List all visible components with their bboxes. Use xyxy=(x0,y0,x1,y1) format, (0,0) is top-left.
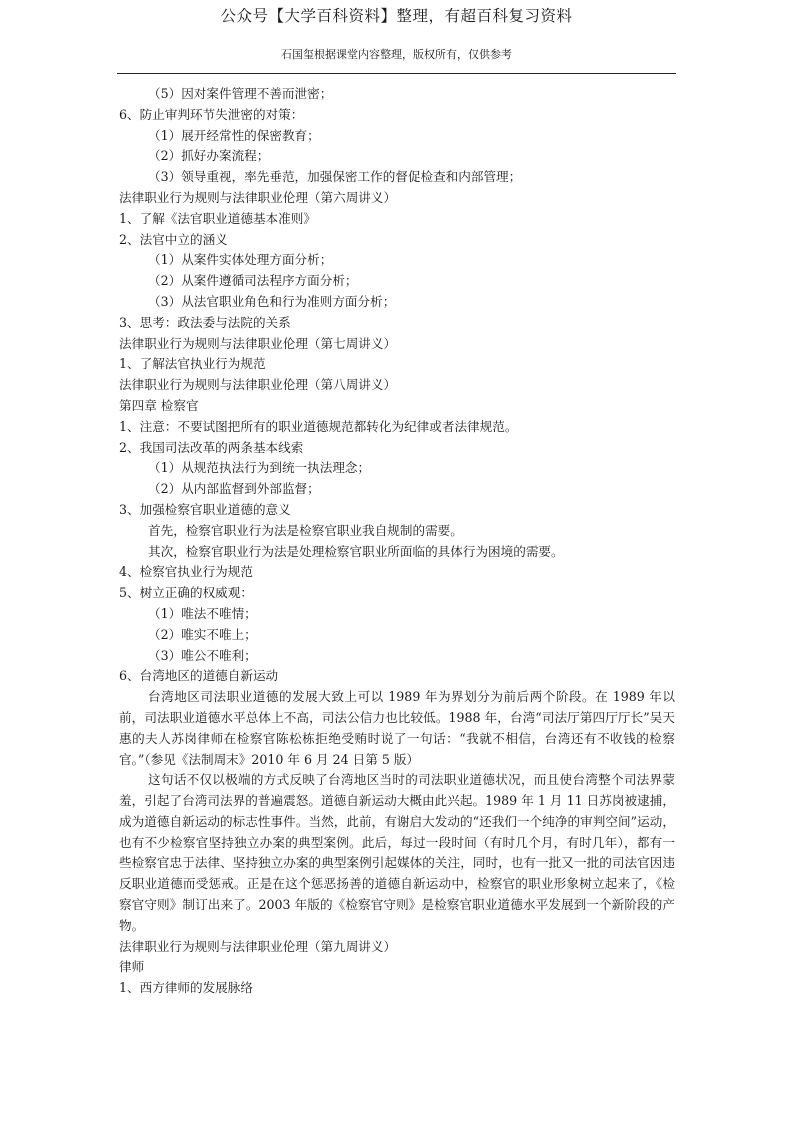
section-heading: 2、法官中立的涵义 xyxy=(119,231,228,247)
list-item: （2）抓好办案流程； xyxy=(148,148,270,164)
section-heading: 6、防止审判环节失泄密的对策： xyxy=(119,106,304,122)
lecture-heading: 法律职业行为规则与法律职业伦理（第九周讲义） xyxy=(119,938,397,954)
chapter-heading: 第四章 检察官 xyxy=(119,397,199,413)
list-item: （1）从规范执法行为到统一执法理念； xyxy=(148,460,371,476)
list-item: （2）从案件遵循司法程序方面分析； xyxy=(148,273,358,289)
section-heading: 3、加强检察官职业道德的意义 xyxy=(119,501,291,517)
list-item: （2）唯实不唯上； xyxy=(148,626,257,642)
chapter-heading: 律师 xyxy=(119,959,145,975)
header-divider xyxy=(117,73,676,74)
list-item: （2）从内部监督到外部监督； xyxy=(148,481,320,497)
page-header-subtitle: 石国玺根据课堂内容整理，版权所有，仅供参考 xyxy=(281,48,512,61)
list-item: （5）因对案件管理不善而泄密； xyxy=(148,86,333,101)
page-header-title: 公众号【大学百科资料】整理，有超百科复习资料 xyxy=(220,7,573,25)
list-item: （3）领导重视，率先垂范，加强保密工作的督促检查和内部管理； xyxy=(148,169,522,185)
list-item: （1）从案件实体处理方面分析； xyxy=(148,252,333,268)
body-paragraph: 台湾地区司法职业道德的发展大致上可以 1989 年为界划分为前后两个阶段。在 1989 年以前，司法职业道德水平总体上不高，司法公信力也比较低。1988 年，台湾“司法厅第四厅厅长”吴天惠的夫人苏岗律师在检察官陈松栋拒绝受贿时说了一句话：“我就不相信，台湾还有不收钱的检察官。”（参见《法制周末》2010 年 6 月 24 日第 5 版） xyxy=(119,689,675,767)
section-heading: 4、检察官执业行为规范 xyxy=(119,564,253,580)
section-heading: 2、我国司法改革的两条基本线索 xyxy=(119,439,304,455)
lecture-heading: 法律职业行为规则与法律职业伦理（第八周讲义） xyxy=(119,377,397,393)
document-body xyxy=(119,84,675,999)
lecture-heading: 法律职业行为规则与法律职业伦理（第六周讲义） xyxy=(119,189,397,205)
body-line: 其次，检察官职业行为法是处理检察官职业所面临的具体行为困境的需要。 xyxy=(148,543,564,559)
body-line: 首先，检察官职业行为法是检察官职业我自规制的需要。 xyxy=(148,522,463,538)
list-item: （1）唯法不唯情； xyxy=(148,605,257,621)
list-item: （3）唯公不唯利； xyxy=(148,647,257,663)
section-heading: 1、注意：不要试图把所有的职业道德规范都转化为纪律或者法律规范。 xyxy=(119,418,518,434)
section-heading: 1、了解《法官职业道德基本准则》 xyxy=(119,210,316,226)
lecture-heading: 法律职业行为规则与法律职业伦理（第七周讲义） xyxy=(119,335,397,351)
list-item: （1）展开经常性的保密教育； xyxy=(148,127,320,143)
section-heading: 3、思考：政法委与法院的关系 xyxy=(119,314,291,330)
section-heading: 1、了解法官执业行为规范 xyxy=(119,356,266,372)
section-heading: 5、树立正确的权威观： xyxy=(119,585,253,601)
section-heading: 1、西方律师的发展脉络 xyxy=(119,980,253,996)
section-heading: 6、台湾地区的道德自新运动 xyxy=(119,668,279,684)
body-paragraph: 这句话不仅以极端的方式反映了台湾地区当时的司法职业道德状况，而且使台湾整个司法界蒙羞，引起了台湾司法界的普遍震怒。道德自新运动大概由此兴起。1989 年 1 月 11 日苏岗被逮捕，成为道德自新运动的标志性事件。当然，此前，有谢启大发动的“还我们一个纯净的审判空间”运动，也有不少检察官坚持独立办案的典型案例。此后，每过一段时间（有时几个月，有时几年），都有一些检察官忠于法律、坚持独立办案的典型案例引起媒体的关注，同时，也有一批又一批的司法官因违反职业道德而受惩戒。正是在这个惩恶扬善的道德自新运动中，检察官的职业形象树立起来了，《检察官守则》制订出来了。2003 年版的《检察官守则》是检察官职业道德水平发展到一个新阶段的产物。 xyxy=(119,772,675,933)
list-item: （3）从法官职业角色和行为准则方面分析； xyxy=(148,293,396,309)
